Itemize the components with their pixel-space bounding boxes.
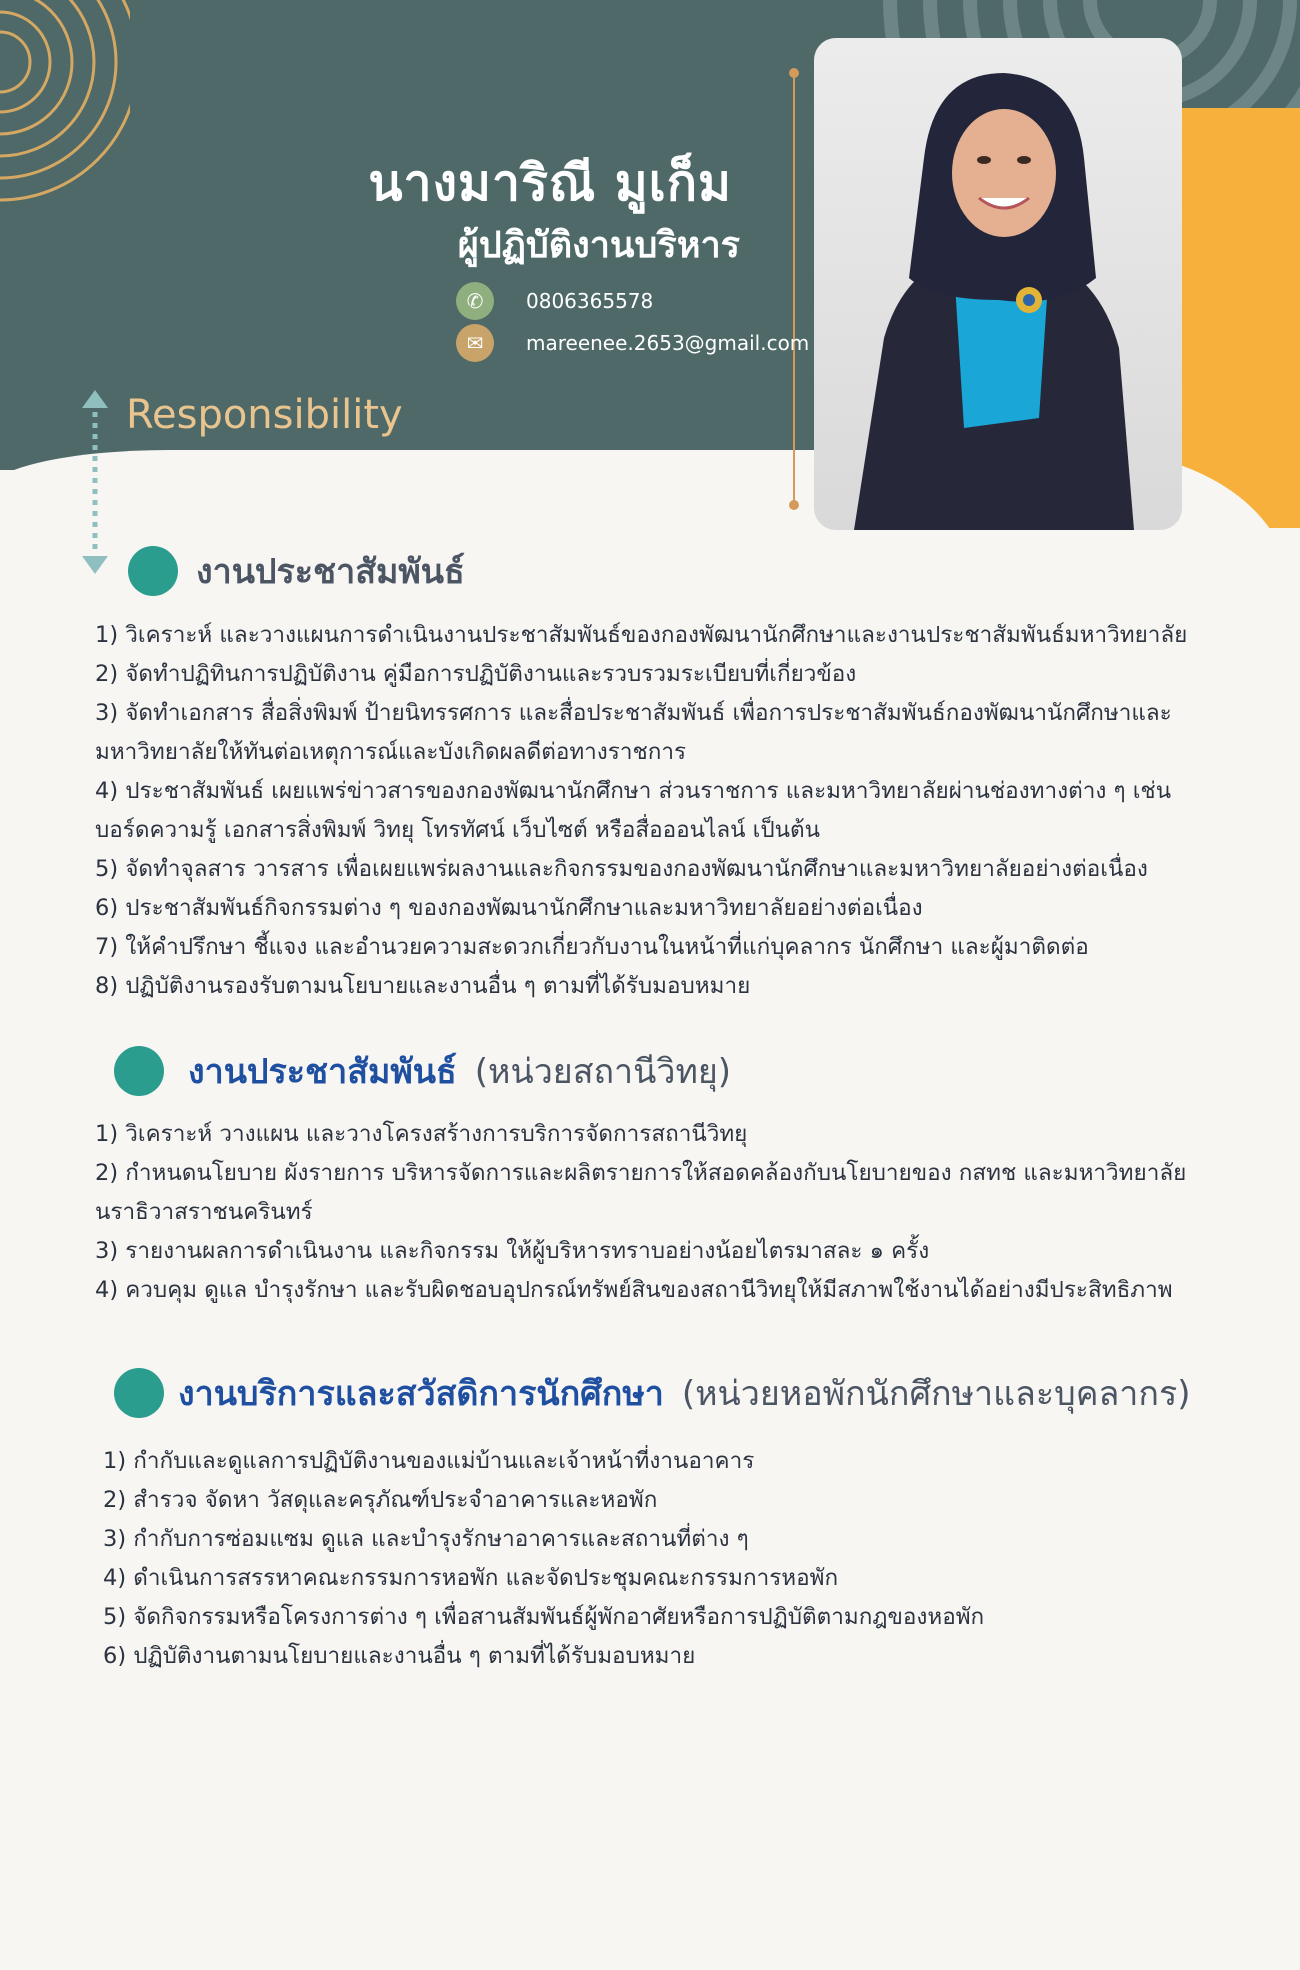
- section2-header: [114, 1044, 731, 1098]
- list-item: มหาวิทยาลัยให้ทันต่อเหตุการณ์และบังเกิดผลดีต่อทางราชการ: [95, 739, 687, 765]
- section-bullet-icon: [114, 1368, 164, 1418]
- profile-photo: [814, 38, 1182, 530]
- section1-list: [95, 616, 1225, 1006]
- section2-list: [95, 1115, 1225, 1310]
- list-item: 4) ดำเนินการสรรหาคณะกรรมการหอพัก และจัดประชุมคณะกรรมการหอพัก: [103, 1565, 839, 1591]
- decorative-arcs-left: [0, 0, 130, 210]
- section1-header: [128, 544, 465, 598]
- section2-subtitle: (หน่วยสถานีวิทยุ): [474, 1052, 732, 1092]
- list-item: 4) ควบคุม ดูแล บำรุงรักษา และรับผิดชอบอุปกรณ์ทรัพย์สินของสถานีวิทยุให้มีสภาพใช้งานได้อย่างมีประสิทธิภาพ: [95, 1277, 1173, 1303]
- section-bullet-icon: [128, 546, 178, 596]
- dotted-double-arrow-icon: [78, 390, 112, 574]
- list-item: 2) กำหนดนโยบาย ผังรายการ บริหารจัดการและผลิตรายการให้สอดคล้องกับนโยบายของ กสทช และมหาวิทยาลัย: [95, 1160, 1187, 1186]
- section1-title: งานประชาสัมพันธ์: [196, 552, 465, 592]
- list-item: 2) จัดทำปฏิทินการปฏิบัติงาน คู่มือการปฏิบัติงานและรวบรวมระเบียบที่เกี่ยวข้อง: [95, 661, 857, 687]
- list-item: 7) ให้คำปรึกษา ชี้แจง และอำนวยความสะดวกเกี่ยวกับงานในหน้าที่แก่บุคลากร นักศึกษา และผู้มาติดต่อ: [95, 934, 1089, 960]
- list-item: 3) กำกับการซ่อมแซม ดูแล และบำรุงรักษาอาคารและสถานที่ต่าง ๆ: [103, 1526, 749, 1552]
- phone-number[interactable]: 0806365578: [526, 289, 654, 313]
- phone-icon: ✆: [456, 282, 494, 320]
- responsibility-heading: Responsibility: [126, 392, 403, 438]
- person-position: ผู้ปฏิบัติงานบริหาร: [457, 225, 740, 266]
- section3-header: [114, 1366, 1191, 1420]
- email-row[interactable]: [456, 324, 809, 362]
- section3-title: งานบริการและสวัสดิการนักศึกษา: [178, 1374, 664, 1414]
- list-item: 6) ประชาสัมพันธ์กิจกรรมต่าง ๆ ของกองพัฒนานักศึกษาและมหาวิทยาลัยอย่างต่อเนื่อง: [95, 895, 923, 921]
- list-item: 1) วิเคราะห์ วางแผน และวางโครงสร้างการบริการจัดการสถานีวิทยุ: [95, 1121, 748, 1147]
- list-item: 4) ประชาสัมพันธ์ เผยแพร่ข่าวสารของกองพัฒนานักศึกษา ส่วนราชการ และมหาวิทยาลัยผ่านช่องทางต่าง ๆ เช่น: [95, 778, 1172, 804]
- phone-row[interactable]: [456, 282, 653, 320]
- person-name: นางมาริณี มูเก็ม: [368, 154, 732, 212]
- email-icon: ✉: [456, 324, 494, 362]
- list-item: 2) สำรวจ จัดหา วัสดุและครุภัณฑ์ประจำอาคารและหอพัก: [103, 1487, 658, 1513]
- divider-dot-top: [789, 68, 799, 78]
- person-illustration: [814, 38, 1182, 530]
- photo-divider-line: [793, 72, 795, 508]
- list-item: 5) จัดทำจุลสาร วารสาร เพื่อเผยแพร่ผลงานและกิจกรรมของกองพัฒนานักศึกษาและมหาวิทยาลัยอย่างต่อเนื่อง: [95, 856, 1148, 882]
- section-bullet-icon: [114, 1046, 164, 1096]
- orange-accent-block: [1170, 108, 1300, 528]
- list-item: 6) ปฏิบัติงานตามนโยบายและงานอื่น ๆ ตามที่ได้รับมอบหมาย: [103, 1643, 696, 1669]
- list-item: 1) วิเคราะห์ และวางแผนการดำเนินงานประชาสัมพันธ์ของกองพัฒนานักศึกษาและงานประชาสัมพันธ์มหาวิทยาลัย: [95, 622, 1188, 648]
- section2-title: งานประชาสัมพันธ์: [188, 1052, 457, 1092]
- divider-dot-bottom: [789, 500, 799, 510]
- email-address[interactable]: mareenee.2653@gmail.com: [526, 331, 810, 355]
- list-item: 3) รายงานผลการดำเนินงาน และกิจกรรม ให้ผู้บริหารทราบอย่างน้อยไตรมาสละ ๑ ครั้ง: [95, 1238, 930, 1264]
- list-item: 5) จัดกิจกรรมหรือโครงการต่าง ๆ เพื่อสานสัมพันธ์ผู้พักอาศัยหรือการปฏิบัติตามกฎของหอพัก: [103, 1604, 985, 1630]
- section3-subtitle: (หน่วยหอพักนักศึกษาและบุคลากร): [681, 1374, 1191, 1414]
- list-item: นราธิวาสราชนครินทร์: [95, 1199, 313, 1225]
- list-item: บอร์ดความรู้ เอกสารสิ่งพิมพ์ วิทยุ โทรทัศน์ เว็บไซต์ หรือสื่อออนไลน์ เป็นต้น: [95, 817, 820, 843]
- list-item: 3) จัดทำเอกสาร สื่อสิ่งพิมพ์ ป้ายนิทรรศการ และสื่อประชาสัมพันธ์ เพื่อการประชาสัมพันธ์กองพัฒนานักศึกษาและ: [95, 700, 1172, 726]
- section3-list: [103, 1442, 1233, 1676]
- list-item: 8) ปฏิบัติงานรองรับตามนโยบายและงานอื่น ๆ ตามที่ได้รับมอบหมาย: [95, 973, 751, 999]
- list-item: 1) กำกับและดูแลการปฏิบัติงานของแม่บ้านและเจ้าหน้าที่งานอาคาร: [103, 1448, 755, 1474]
